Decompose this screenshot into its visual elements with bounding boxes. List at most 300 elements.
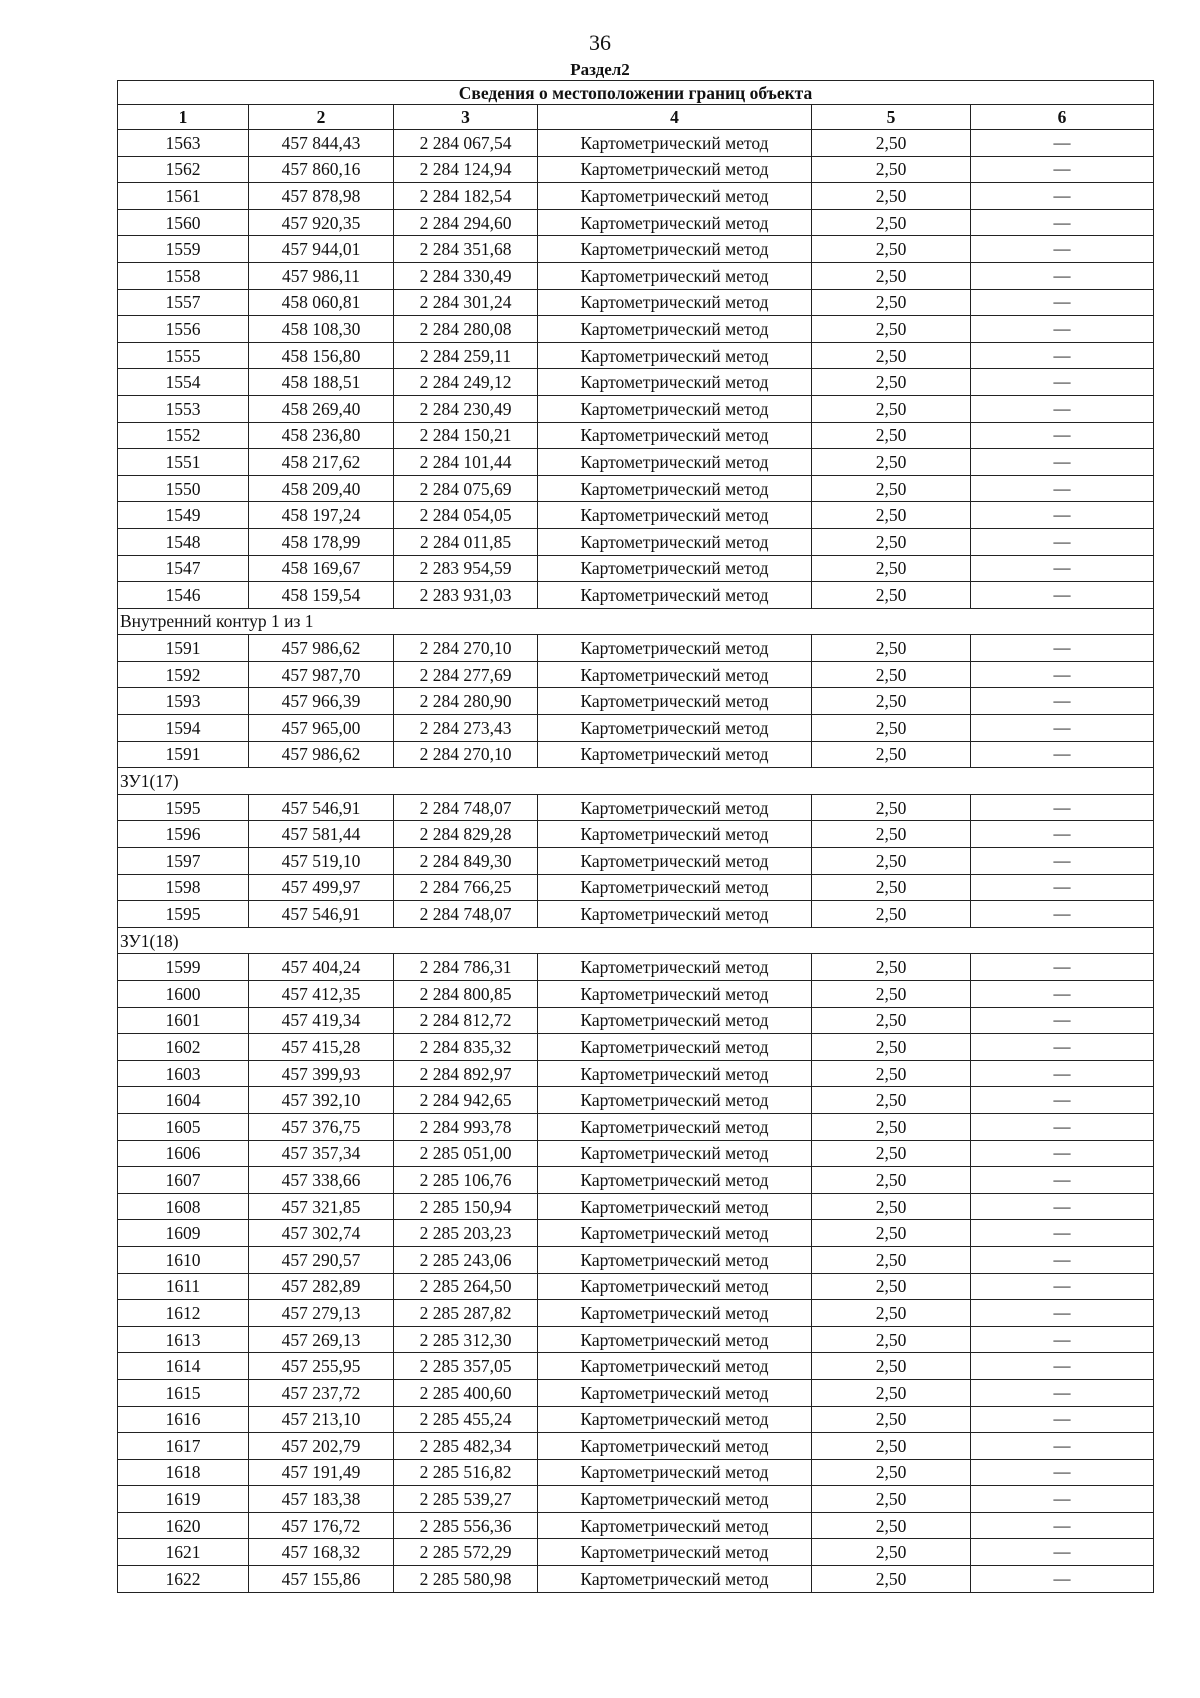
x-coordinate-cell: 457 237,72 (249, 1379, 394, 1406)
accuracy-cell: 2,50 (812, 1220, 971, 1247)
y-coordinate-cell: 2 284 101,44 (394, 449, 538, 476)
accuracy-cell: 2,50 (812, 1406, 971, 1433)
accuracy-cell: 2,50 (812, 422, 971, 449)
table-row (118, 555, 1154, 582)
x-coordinate-cell: 458 178,99 (249, 528, 394, 555)
table-row (118, 156, 1154, 183)
y-coordinate-cell: 2 285 400,60 (394, 1379, 538, 1406)
y-coordinate-cell: 2 283 931,03 (394, 582, 538, 609)
method-cell: Картометрический метод (538, 156, 812, 183)
point-number-cell: 1601 (118, 1007, 249, 1034)
page-number: 36 (589, 30, 611, 55)
method-cell: Картометрический метод (538, 1512, 812, 1539)
y-coordinate-cell: 2 285 580,98 (394, 1566, 538, 1593)
x-coordinate-cell: 457 844,43 (249, 130, 394, 157)
accuracy-cell: 2,50 (812, 1353, 971, 1380)
accuracy-cell: 2,50 (812, 1459, 971, 1486)
note-cell: — (971, 475, 1154, 502)
table-row (118, 1566, 1154, 1593)
note-cell: — (971, 1193, 1154, 1220)
x-coordinate-cell: 457 581,44 (249, 821, 394, 848)
point-number-cell: 1619 (118, 1486, 249, 1513)
method-cell: Картометрический метод (538, 555, 812, 582)
point-number-cell: 1617 (118, 1433, 249, 1460)
y-coordinate-cell: 2 284 150,21 (394, 422, 538, 449)
table-row (118, 1512, 1154, 1539)
x-coordinate-cell: 458 156,80 (249, 342, 394, 369)
y-coordinate-cell: 2 285 106,76 (394, 1167, 538, 1194)
y-coordinate-cell: 2 284 835,32 (394, 1034, 538, 1061)
point-number-cell: 1549 (118, 502, 249, 529)
table-row (118, 475, 1154, 502)
method-cell: Картометрический метод (538, 1486, 812, 1513)
x-coordinate-cell: 457 202,79 (249, 1433, 394, 1460)
accuracy-cell: 2,50 (812, 661, 971, 688)
accuracy-cell: 2,50 (812, 821, 971, 848)
point-number-cell: 1618 (118, 1459, 249, 1486)
accuracy-cell: 2,50 (812, 1246, 971, 1273)
table-row (118, 1087, 1154, 1114)
note-cell: — (971, 1140, 1154, 1167)
table-row (118, 821, 1154, 848)
y-coordinate-cell: 2 285 455,24 (394, 1406, 538, 1433)
column-header: 2 (249, 105, 394, 130)
method-cell: Картометрический метод (538, 635, 812, 662)
x-coordinate-cell: 457 519,10 (249, 848, 394, 875)
table-row (118, 1167, 1154, 1194)
method-cell: Картометрический метод (538, 661, 812, 688)
method-cell: Картометрический метод (538, 741, 812, 768)
x-coordinate-cell: 457 419,34 (249, 1007, 394, 1034)
group-label-row (118, 608, 1154, 635)
y-coordinate-cell: 2 284 812,72 (394, 1007, 538, 1034)
accuracy-cell: 2,50 (812, 209, 971, 236)
note-cell: — (971, 1273, 1154, 1300)
point-number-cell: 1553 (118, 395, 249, 422)
note-cell: — (971, 635, 1154, 662)
method-cell: Картометрический метод (538, 981, 812, 1008)
y-coordinate-cell: 2 284 273,43 (394, 715, 538, 742)
y-coordinate-cell: 2 285 572,29 (394, 1539, 538, 1566)
y-coordinate-cell: 2 284 786,31 (394, 954, 538, 981)
table-body (118, 130, 1154, 1593)
y-coordinate-cell: 2 284 301,24 (394, 289, 538, 316)
note-cell: — (971, 1246, 1154, 1273)
y-coordinate-cell: 2 284 067,54 (394, 130, 538, 157)
table-row (118, 395, 1154, 422)
point-number-cell: 1604 (118, 1087, 249, 1114)
table-row (118, 1486, 1154, 1513)
point-number-cell: 1551 (118, 449, 249, 476)
x-coordinate-cell: 457 412,35 (249, 981, 394, 1008)
point-number-cell: 1595 (118, 901, 249, 928)
method-cell: Картометрический метод (538, 1379, 812, 1406)
table-row (118, 1113, 1154, 1140)
note-cell: — (971, 582, 1154, 609)
y-coordinate-cell: 2 285 516,82 (394, 1459, 538, 1486)
method-cell: Картометрический метод (538, 582, 812, 609)
point-number-cell: 1559 (118, 236, 249, 263)
table-row (118, 1326, 1154, 1353)
table-row (118, 582, 1154, 609)
method-cell: Картометрический метод (538, 901, 812, 928)
method-cell: Картометрический метод (538, 528, 812, 555)
table-row (118, 1273, 1154, 1300)
method-cell: Картометрический метод (538, 342, 812, 369)
note-cell: — (971, 874, 1154, 901)
point-number-cell: 1563 (118, 130, 249, 157)
x-coordinate-cell: 457 986,62 (249, 741, 394, 768)
section-title: Раздел2 (570, 60, 630, 79)
point-number-cell: 1596 (118, 821, 249, 848)
method-cell: Картометрический метод (538, 1220, 812, 1247)
y-coordinate-cell: 2 284 892,97 (394, 1060, 538, 1087)
x-coordinate-cell: 457 860,16 (249, 156, 394, 183)
note-cell: — (971, 1486, 1154, 1513)
x-coordinate-cell: 458 269,40 (249, 395, 394, 422)
x-coordinate-cell: 458 217,62 (249, 449, 394, 476)
method-cell: Картометрический метод (538, 688, 812, 715)
table-row (118, 316, 1154, 343)
accuracy-cell: 2,50 (812, 1007, 971, 1034)
note-cell: — (971, 1326, 1154, 1353)
note-cell: — (971, 1512, 1154, 1539)
note-cell: — (971, 1167, 1154, 1194)
x-coordinate-cell: 457 357,34 (249, 1140, 394, 1167)
y-coordinate-cell: 2 284 230,49 (394, 395, 538, 422)
x-coordinate-cell: 457 546,91 (249, 794, 394, 821)
note-cell: — (971, 661, 1154, 688)
method-cell: Картометрический метод (538, 1273, 812, 1300)
y-coordinate-cell: 2 284 766,25 (394, 874, 538, 901)
table-row (118, 981, 1154, 1008)
note-cell: — (971, 715, 1154, 742)
accuracy-cell: 2,50 (812, 369, 971, 396)
accuracy-cell: 2,50 (812, 954, 971, 981)
column-header: 4 (538, 105, 812, 130)
accuracy-cell: 2,50 (812, 262, 971, 289)
table-row (118, 262, 1154, 289)
point-number-cell: 1546 (118, 582, 249, 609)
x-coordinate-cell: 457 302,74 (249, 1220, 394, 1247)
method-cell: Картометрический метод (538, 1406, 812, 1433)
x-coordinate-cell: 457 986,11 (249, 262, 394, 289)
table-row (118, 954, 1154, 981)
table-row (118, 289, 1154, 316)
note-cell: — (971, 262, 1154, 289)
method-cell: Картометрический метод (538, 1193, 812, 1220)
point-number-cell: 1602 (118, 1034, 249, 1061)
note-cell: — (971, 901, 1154, 928)
note-cell: — (971, 1060, 1154, 1087)
table-row (118, 1220, 1154, 1247)
table-row (118, 502, 1154, 529)
y-coordinate-cell: 2 284 054,05 (394, 502, 538, 529)
accuracy-cell: 2,50 (812, 715, 971, 742)
x-coordinate-cell: 457 499,97 (249, 874, 394, 901)
x-coordinate-cell: 458 060,81 (249, 289, 394, 316)
accuracy-cell: 2,50 (812, 1113, 971, 1140)
method-cell: Картометрический метод (538, 848, 812, 875)
table-caption: Сведения о местоположении границ объекта (118, 81, 1154, 105)
accuracy-cell: 2,50 (812, 1379, 971, 1406)
x-coordinate-cell: 457 966,39 (249, 688, 394, 715)
accuracy-cell: 2,50 (812, 1034, 971, 1061)
accuracy-cell: 2,50 (812, 1566, 971, 1593)
point-number-cell: 1622 (118, 1566, 249, 1593)
accuracy-cell: 2,50 (812, 1167, 971, 1194)
y-coordinate-cell: 2 284 800,85 (394, 981, 538, 1008)
y-coordinate-cell: 2 284 124,94 (394, 156, 538, 183)
accuracy-cell: 2,50 (812, 1140, 971, 1167)
x-coordinate-cell: 457 376,75 (249, 1113, 394, 1140)
y-coordinate-cell: 2 285 556,36 (394, 1512, 538, 1539)
point-number-cell: 1547 (118, 555, 249, 582)
table-row (118, 794, 1154, 821)
point-number-cell: 1548 (118, 528, 249, 555)
method-cell: Картометрический метод (538, 954, 812, 981)
point-number-cell: 1621 (118, 1539, 249, 1566)
accuracy-cell: 2,50 (812, 1539, 971, 1566)
y-coordinate-cell: 2 284 748,07 (394, 901, 538, 928)
accuracy-cell: 2,50 (812, 582, 971, 609)
point-number-cell: 1560 (118, 209, 249, 236)
method-cell: Картометрический метод (538, 1140, 812, 1167)
point-number-cell: 1594 (118, 715, 249, 742)
table-row (118, 369, 1154, 396)
x-coordinate-cell: 457 920,35 (249, 209, 394, 236)
x-coordinate-cell: 457 279,13 (249, 1300, 394, 1327)
accuracy-cell: 2,50 (812, 183, 971, 210)
note-cell: — (971, 794, 1154, 821)
table-row (118, 1433, 1154, 1460)
accuracy-cell: 2,50 (812, 635, 971, 662)
y-coordinate-cell: 2 284 011,85 (394, 528, 538, 555)
x-coordinate-cell: 457 415,28 (249, 1034, 394, 1061)
accuracy-cell: 2,50 (812, 475, 971, 502)
accuracy-cell: 2,50 (812, 395, 971, 422)
x-coordinate-cell: 457 987,70 (249, 661, 394, 688)
method-cell: Картометрический метод (538, 449, 812, 476)
accuracy-cell: 2,50 (812, 236, 971, 263)
note-cell: — (971, 1220, 1154, 1247)
y-coordinate-cell: 2 284 075,69 (394, 475, 538, 502)
note-cell: — (971, 528, 1154, 555)
point-number-cell: 1603 (118, 1060, 249, 1087)
boundary-coordinates-table (117, 80, 1154, 1593)
table-row (118, 1353, 1154, 1380)
point-number-cell: 1606 (118, 1140, 249, 1167)
method-cell: Картометрический метод (538, 1167, 812, 1194)
table-row (118, 342, 1154, 369)
method-cell: Картометрический метод (538, 821, 812, 848)
note-cell: — (971, 130, 1154, 157)
table-row (118, 183, 1154, 210)
accuracy-cell: 2,50 (812, 130, 971, 157)
table-row (118, 635, 1154, 662)
table-row (118, 741, 1154, 768)
x-coordinate-cell: 457 191,49 (249, 1459, 394, 1486)
x-coordinate-cell: 457 213,10 (249, 1406, 394, 1433)
x-coordinate-cell: 457 944,01 (249, 236, 394, 263)
method-cell: Картометрический метод (538, 502, 812, 529)
note-cell: — (971, 954, 1154, 981)
y-coordinate-cell: 2 284 280,08 (394, 316, 538, 343)
accuracy-cell: 2,50 (812, 1273, 971, 1300)
point-number-cell: 1610 (118, 1246, 249, 1273)
note-cell: — (971, 289, 1154, 316)
point-number-cell: 1554 (118, 369, 249, 396)
note-cell: — (971, 1459, 1154, 1486)
note-cell: — (971, 1087, 1154, 1114)
group-label: Внутренний контур 1 из 1 (118, 608, 1154, 635)
y-coordinate-cell: 2 284 270,10 (394, 741, 538, 768)
note-cell: — (971, 1113, 1154, 1140)
note-cell: — (971, 236, 1154, 263)
y-coordinate-cell: 2 284 748,07 (394, 794, 538, 821)
point-number-cell: 1591 (118, 635, 249, 662)
note-cell: — (971, 821, 1154, 848)
table-row (118, 901, 1154, 928)
y-coordinate-cell: 2 284 351,68 (394, 236, 538, 263)
x-coordinate-cell: 457 269,13 (249, 1326, 394, 1353)
y-coordinate-cell: 2 285 264,50 (394, 1273, 538, 1300)
x-coordinate-cell: 458 197,24 (249, 502, 394, 529)
point-number-cell: 1557 (118, 289, 249, 316)
point-number-cell: 1592 (118, 661, 249, 688)
method-cell: Картометрический метод (538, 475, 812, 502)
note-cell: — (971, 1566, 1154, 1593)
point-number-cell: 1611 (118, 1273, 249, 1300)
accuracy-cell: 2,50 (812, 1326, 971, 1353)
x-coordinate-cell: 457 404,24 (249, 954, 394, 981)
x-coordinate-cell: 457 282,89 (249, 1273, 394, 1300)
note-cell: — (971, 1353, 1154, 1380)
y-coordinate-cell: 2 285 482,34 (394, 1433, 538, 1460)
x-coordinate-cell: 458 159,54 (249, 582, 394, 609)
y-coordinate-cell: 2 285 203,23 (394, 1220, 538, 1247)
y-coordinate-cell: 2 285 312,30 (394, 1326, 538, 1353)
y-coordinate-cell: 2 284 259,11 (394, 342, 538, 369)
y-coordinate-cell: 2 285 539,27 (394, 1486, 538, 1513)
y-coordinate-cell: 2 284 849,30 (394, 848, 538, 875)
method-cell: Картометрический метод (538, 130, 812, 157)
method-cell: Картометрический метод (538, 395, 812, 422)
accuracy-cell: 2,50 (812, 1300, 971, 1327)
table-row (118, 1246, 1154, 1273)
point-number-cell: 1591 (118, 741, 249, 768)
table-row (118, 1406, 1154, 1433)
method-cell: Картометрический метод (538, 1539, 812, 1566)
accuracy-cell: 2,50 (812, 741, 971, 768)
group-label: ЗУ1(17) (118, 768, 1154, 795)
y-coordinate-cell: 2 284 993,78 (394, 1113, 538, 1140)
note-cell: — (971, 1433, 1154, 1460)
x-coordinate-cell: 457 878,98 (249, 183, 394, 210)
accuracy-cell: 2,50 (812, 1060, 971, 1087)
y-coordinate-cell: 2 285 357,05 (394, 1353, 538, 1380)
point-number-cell: 1598 (118, 874, 249, 901)
y-coordinate-cell: 2 285 051,00 (394, 1140, 538, 1167)
x-coordinate-cell: 457 168,32 (249, 1539, 394, 1566)
note-cell: — (971, 1034, 1154, 1061)
method-cell: Картометрический метод (538, 1433, 812, 1460)
accuracy-cell: 2,50 (812, 555, 971, 582)
accuracy-cell: 2,50 (812, 688, 971, 715)
method-cell: Картометрический метод (538, 289, 812, 316)
y-coordinate-cell: 2 284 280,90 (394, 688, 538, 715)
note-cell: — (971, 395, 1154, 422)
table-row (118, 130, 1154, 157)
table-row (118, 1140, 1154, 1167)
accuracy-cell: 2,50 (812, 1193, 971, 1220)
y-coordinate-cell: 2 285 287,82 (394, 1300, 538, 1327)
note-cell: — (971, 1539, 1154, 1566)
x-coordinate-cell: 457 255,95 (249, 1353, 394, 1380)
x-coordinate-cell: 458 209,40 (249, 475, 394, 502)
method-cell: Картометрический метод (538, 1326, 812, 1353)
column-header: 1 (118, 105, 249, 130)
y-coordinate-cell: 2 285 243,06 (394, 1246, 538, 1273)
table-row (118, 236, 1154, 263)
method-cell: Картометрический метод (538, 316, 812, 343)
x-coordinate-cell: 457 392,10 (249, 1087, 394, 1114)
method-cell: Картометрический метод (538, 1087, 812, 1114)
table-row (118, 661, 1154, 688)
y-coordinate-cell: 2 284 277,69 (394, 661, 538, 688)
table-row (118, 1060, 1154, 1087)
point-number-cell: 1561 (118, 183, 249, 210)
x-coordinate-cell: 457 399,93 (249, 1060, 394, 1087)
column-header: 6 (971, 105, 1154, 130)
table-row (118, 1379, 1154, 1406)
column-number-row (118, 105, 1154, 130)
table-row (118, 422, 1154, 449)
note-cell: — (971, 209, 1154, 236)
accuracy-cell: 2,50 (812, 502, 971, 529)
x-coordinate-cell: 457 986,62 (249, 635, 394, 662)
method-cell: Картометрический метод (538, 1246, 812, 1273)
y-coordinate-cell: 2 284 942,65 (394, 1087, 538, 1114)
accuracy-cell: 2,50 (812, 1486, 971, 1513)
note-cell: — (971, 1300, 1154, 1327)
method-cell: Картометрический метод (538, 1459, 812, 1486)
y-coordinate-cell: 2 283 954,59 (394, 555, 538, 582)
note-cell: — (971, 449, 1154, 476)
point-number-cell: 1552 (118, 422, 249, 449)
y-coordinate-cell: 2 284 330,49 (394, 262, 538, 289)
accuracy-cell: 2,50 (812, 901, 971, 928)
method-cell: Картометрический метод (538, 1034, 812, 1061)
x-coordinate-cell: 457 338,66 (249, 1167, 394, 1194)
table-row (118, 1459, 1154, 1486)
method-cell: Картометрический метод (538, 1353, 812, 1380)
x-coordinate-cell: 458 236,80 (249, 422, 394, 449)
method-cell: Картометрический метод (538, 209, 812, 236)
accuracy-cell: 2,50 (812, 981, 971, 1008)
table-row (118, 688, 1154, 715)
point-number-cell: 1600 (118, 981, 249, 1008)
point-number-cell: 1558 (118, 262, 249, 289)
point-number-cell: 1555 (118, 342, 249, 369)
note-cell: — (971, 342, 1154, 369)
note-cell: — (971, 1406, 1154, 1433)
table-row (118, 528, 1154, 555)
accuracy-cell: 2,50 (812, 1433, 971, 1460)
column-header: 5 (812, 105, 971, 130)
accuracy-cell: 2,50 (812, 848, 971, 875)
y-coordinate-cell: 2 284 294,60 (394, 209, 538, 236)
